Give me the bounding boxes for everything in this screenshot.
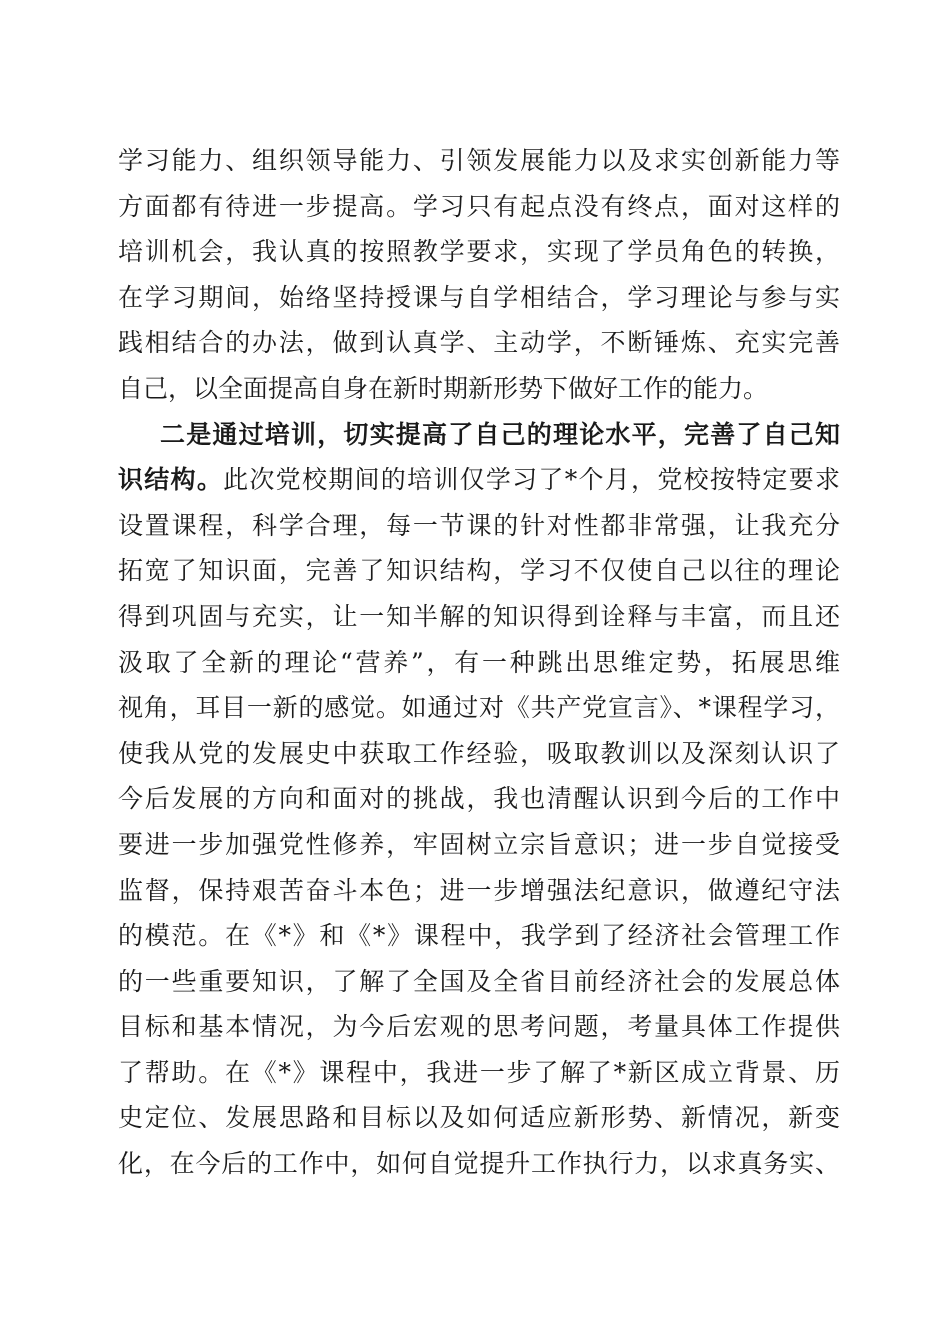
heading-line-rest: 此次党校期间的培训仅学习了*个月，党校按特定要求 <box>223 465 840 495</box>
document-body <box>118 138 840 1187</box>
paragraph-line: 得到巩固与充实，让一知半解的知识得到诠释与丰富，而且还 <box>118 601 840 631</box>
heading-bold-tail: 识结构。 <box>118 465 224 495</box>
paragraph-line: 化，在今后的工作中，如何自觉提升工作执行力，以求真务实、 <box>118 1149 840 1179</box>
paragraph-line: 监督，保持艰苦奋斗本色；进一步增强法纪意识，做遵纪守法 <box>118 875 840 905</box>
paragraph-line: 史定位、发展思路和目标以及如何适应新形势、新情况，新变 <box>118 1103 840 1133</box>
paragraph-heading-line: 二是通过培训，切实提高了自己的理论水平，完善了自己知 <box>160 419 840 449</box>
paragraph-line: 设置课程，科学合理，每一节课的针对性都非常强，让我充分 <box>118 510 840 540</box>
paragraph-line: 自己，以全面提高自身在新时期新形势下做好工作的能力。 <box>118 373 769 403</box>
paragraph-line: 在学习期间，始络坚持授课与自学相结合，学习理论与参与实 <box>118 282 840 312</box>
paragraph-line: 的一些重要知识，了解了全国及全省目前经济社会的发展总体 <box>118 966 840 996</box>
paragraph-line: 学习能力、组织领导能力、引领发展能力以及求实创新能力等 <box>118 146 840 175</box>
paragraph-line: 要进一步加强党性修养，牢固树立宗旨意识；进一步自觉接受 <box>118 829 840 859</box>
paragraph-line: 今后发展的方向和面对的挑战，我也清醒认识到今后的工作中 <box>118 784 840 814</box>
paragraph-1 <box>118 138 840 412</box>
paragraph-line: 了帮助。在《*》课程中，我进一步了解了*新区成立背景、历 <box>118 1057 840 1087</box>
paragraph-line: 拓宽了知识面，完善了知识结构，学习不仅使自己以往的理论 <box>118 556 840 586</box>
paragraph-line: 培训机会，我认真的按照教学要求，实现了学员角色的转换， <box>118 237 840 267</box>
paragraph-line: 使我从党的发展史中获取工作经验，吸取教训以及深刻认识了 <box>118 738 840 768</box>
paragraph-line: 视角，耳目一新的感觉。如通过对《共产党宣言》、*课程学习， <box>118 693 840 723</box>
paragraph-line: 的模范。在《*》和《*》课程中，我学到了经济社会管理工作 <box>118 921 840 951</box>
paragraph-2 <box>118 412 840 1187</box>
paragraph-line: 方面都有待进一步提高。学习只有起点没有终点，面对这样的 <box>118 191 840 221</box>
paragraph-line: 目标和基本情况，为今后宏观的思考问题，考量具体工作提供 <box>118 1012 840 1042</box>
paragraph-line <box>118 457 840 503</box>
paragraph-line: 践相结合的办法，做到认真学、主动学，不断锤炼、充实完善 <box>118 328 840 358</box>
paragraph-line: 汲取了全新的理论“营养”，有一种跳出思维定势，拓展思维 <box>118 647 840 677</box>
